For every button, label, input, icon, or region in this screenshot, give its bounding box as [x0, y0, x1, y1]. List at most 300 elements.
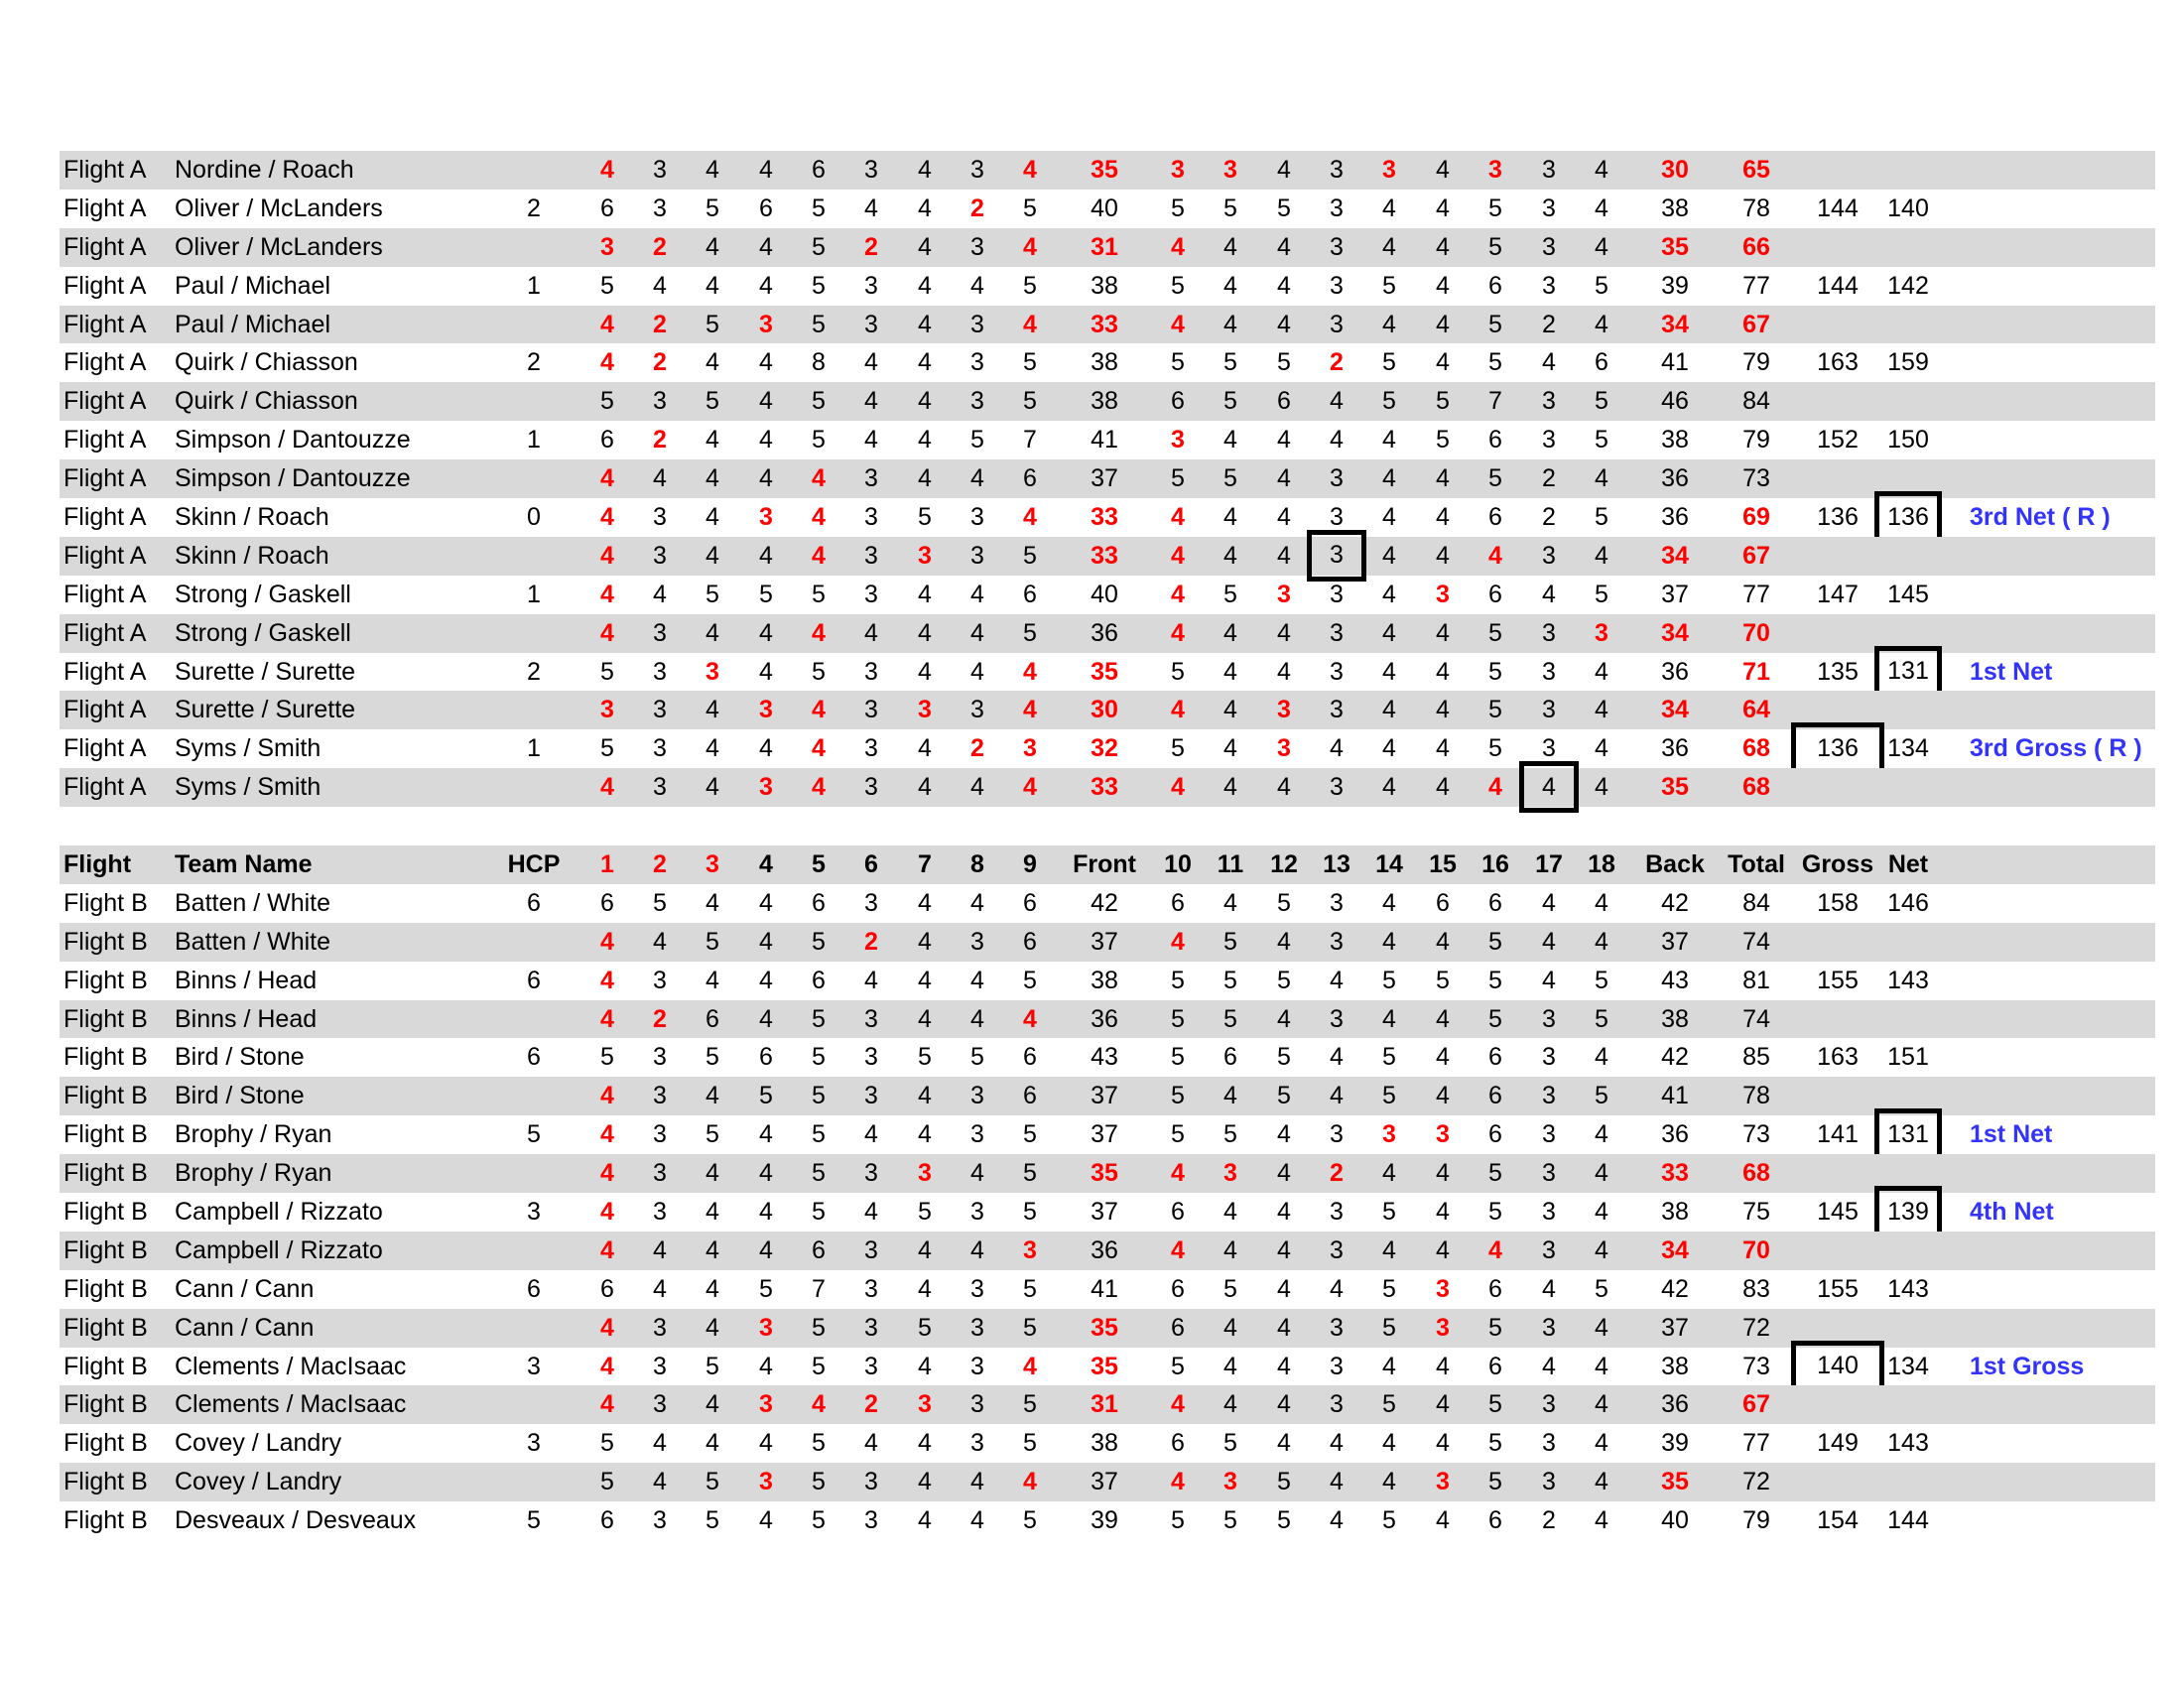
- hole-3-score: 5: [706, 1352, 719, 1380]
- hole-6-score: 2: [864, 927, 878, 956]
- hole-6-score: 4: [864, 194, 878, 222]
- round-total-cell: 67: [1742, 1390, 1770, 1419]
- hole-8-score: 3: [970, 387, 984, 416]
- hole-9-score: 5: [1023, 348, 1037, 377]
- front-total-cell: 40: [1091, 580, 1118, 608]
- hole-10-score: 4: [1171, 1390, 1185, 1419]
- round-total-cell: 84: [1742, 888, 1770, 917]
- hole-17-score: 3: [1542, 541, 1556, 570]
- flight-cell: Flight B: [64, 927, 148, 956]
- net-cell: 140: [1887, 194, 1929, 222]
- back-total-cell: 40: [1661, 1506, 1689, 1535]
- gross-cell: 152: [1817, 426, 1859, 454]
- flight-cell: Flight A: [64, 618, 147, 647]
- back-total-cell: 36: [1661, 1390, 1689, 1419]
- team-name-cell: Skinn / Roach: [175, 502, 329, 531]
- hole-11-score: 3: [1223, 155, 1237, 184]
- score-row: [60, 151, 2155, 190]
- hole-4-score: 4: [759, 1159, 773, 1188]
- hole-15-score: 4: [1436, 1506, 1450, 1535]
- team-name-cell: Covey / Landry: [175, 1429, 342, 1458]
- flight-cell: Flight A: [64, 426, 147, 454]
- back-total-cell: 34: [1661, 1235, 1689, 1264]
- hole-6-score: 3: [864, 1352, 878, 1380]
- hole-1-score: 4: [600, 348, 614, 377]
- flight-cell: Flight A: [64, 464, 147, 493]
- hole-11-score: 4: [1223, 426, 1237, 454]
- hole-7-score: 4: [918, 1352, 932, 1380]
- hole-8-score: 4: [970, 1235, 984, 1264]
- round-total-cell: 72: [1742, 1313, 1770, 1342]
- hole-4-score: 4: [759, 155, 773, 184]
- hole-7-score: 4: [918, 888, 932, 917]
- back-total-cell: 34: [1661, 541, 1689, 570]
- award-label: 3rd Net ( R ): [1970, 502, 2111, 531]
- hole-9-score: 5: [1023, 541, 1037, 570]
- hole-17-score: 2: [1542, 1506, 1556, 1535]
- hole-13-score: 3: [1330, 1352, 1344, 1380]
- hole-15-score: 3: [1436, 1274, 1450, 1303]
- hole-3-score: 4: [706, 1197, 719, 1226]
- score-row: [60, 1232, 2155, 1270]
- hole-8-score: 4: [970, 1004, 984, 1033]
- hole-8-score: 4: [970, 657, 984, 686]
- hole-17-score: 3: [1542, 426, 1556, 454]
- hole-2-score: 3: [653, 541, 667, 570]
- hole-15-score: 4: [1436, 927, 1450, 956]
- hole-4-score: 4: [759, 734, 773, 763]
- hole-17-score: 3: [1542, 618, 1556, 647]
- front-total-cell: 40: [1091, 194, 1118, 222]
- hole-2-score: 3: [653, 387, 667, 416]
- front-total-cell: 37: [1091, 1082, 1118, 1110]
- round-total-cell: 70: [1742, 618, 1770, 647]
- hole-1-score: 3: [600, 232, 614, 261]
- hole-2-score: 4: [653, 1429, 667, 1458]
- hole-4-score: 3: [759, 502, 773, 531]
- hole-9-score: 6: [1023, 580, 1037, 608]
- hole-2-score: 4: [653, 927, 667, 956]
- hole-18-score: 4: [1595, 1197, 1608, 1226]
- flight-cell: Flight A: [64, 348, 147, 377]
- round-total-cell: 85: [1742, 1043, 1770, 1072]
- score-row: [60, 498, 2155, 537]
- header-net: Net: [1887, 849, 1929, 878]
- hole-7-score: 3: [918, 696, 932, 724]
- hole-1-score: 4: [600, 618, 614, 647]
- hole-11-score: 5: [1223, 580, 1237, 608]
- hole-9-score: 6: [1023, 1043, 1037, 1072]
- header-hole-15: 15: [1429, 849, 1457, 878]
- hole-8-score: 3: [970, 1313, 984, 1342]
- award-label: 4th Net: [1970, 1197, 2054, 1226]
- net-cell: 151: [1887, 1043, 1929, 1072]
- hole-11-score: 4: [1223, 888, 1237, 917]
- hole-6-score: 3: [864, 541, 878, 570]
- hole-7-score: 4: [918, 1274, 932, 1303]
- hole-8-score: 4: [970, 966, 984, 994]
- hole-12-score: 5: [1277, 966, 1291, 994]
- hole-11-score: 4: [1223, 773, 1237, 802]
- score-row: [60, 653, 2155, 692]
- round-total-cell: 81: [1742, 966, 1770, 994]
- hole-7-score: 4: [918, 734, 932, 763]
- hole-14-score: 4: [1382, 657, 1396, 686]
- hole-14-score: 5: [1382, 1390, 1396, 1419]
- hole-12-score: 5: [1277, 1468, 1291, 1496]
- net-cell: 131: [1878, 650, 1938, 694]
- front-total-cell: 41: [1091, 1274, 1118, 1303]
- hole-6-score: 3: [864, 1506, 878, 1535]
- hole-10-score: 4: [1171, 502, 1185, 531]
- front-total-cell: 30: [1091, 696, 1118, 724]
- hole-4-score: 5: [759, 580, 773, 608]
- hole-14-score: 5: [1382, 348, 1396, 377]
- team-name-cell: Paul / Michael: [175, 271, 331, 300]
- hole-18-score: 4: [1595, 1429, 1608, 1458]
- hole-4-score: 4: [759, 1120, 773, 1149]
- hole-1-score: 4: [600, 966, 614, 994]
- flight-cell: Flight B: [64, 1197, 148, 1226]
- hole-14-score: 3: [1382, 1120, 1396, 1149]
- score-row: [60, 1348, 2155, 1386]
- hole-15-score: 5: [1436, 966, 1450, 994]
- gross-cell: 144: [1817, 271, 1859, 300]
- header-hole-11: 11: [1217, 849, 1244, 878]
- hole-17-score: 3: [1542, 1043, 1556, 1072]
- hole-17-score: 3: [1542, 1468, 1556, 1496]
- hole-15-score: 4: [1436, 1235, 1450, 1264]
- hcp-cell: 2: [527, 657, 541, 686]
- team-name-cell: Desveaux / Desveaux: [175, 1506, 417, 1535]
- hole-17-score: 3: [1542, 1429, 1556, 1458]
- net-cell: 139: [1878, 1190, 1938, 1233]
- hole-1-score: 5: [600, 657, 614, 686]
- hole-12-score: 4: [1277, 464, 1291, 493]
- hole-18-score: 4: [1595, 310, 1608, 338]
- hole-5-score: 4: [812, 464, 826, 493]
- score-row: [60, 1154, 2155, 1193]
- hole-18-score: 5: [1595, 1274, 1608, 1303]
- hole-5-score: 6: [812, 888, 826, 917]
- score-row: [60, 729, 2155, 768]
- hole-15-score: 4: [1436, 464, 1450, 493]
- hole-14-score: 4: [1382, 541, 1396, 570]
- hole-4-score: 3: [759, 696, 773, 724]
- hcp-cell: 0: [527, 502, 541, 531]
- hole-8-score: 2: [970, 194, 984, 222]
- flight-cell: Flight A: [64, 387, 147, 416]
- flight-cell: Flight B: [64, 1313, 148, 1342]
- hole-10-score: 4: [1171, 1159, 1185, 1188]
- hole-13-score: 3: [1330, 773, 1344, 802]
- hole-12-score: 4: [1277, 310, 1291, 338]
- hole-9-score: 5: [1023, 1197, 1037, 1226]
- hole-8-score: 4: [970, 773, 984, 802]
- hole-16-score: 5: [1488, 1004, 1502, 1033]
- hole-10-score: 6: [1171, 1274, 1185, 1303]
- net-cell: 131: [1878, 1112, 1938, 1156]
- header-total: Total: [1728, 849, 1785, 878]
- hole-15-score: 4: [1436, 348, 1450, 377]
- hole-8-score: 3: [970, 232, 984, 261]
- hole-6-score: 4: [864, 966, 878, 994]
- hole-17-score: 3: [1542, 696, 1556, 724]
- team-name-cell: Cann / Cann: [175, 1313, 315, 1342]
- hole-13-score: 3: [1330, 927, 1344, 956]
- flight-cell: Flight A: [64, 541, 147, 570]
- hole-18-score: 5: [1595, 966, 1608, 994]
- hole-13-score: 3: [1330, 888, 1344, 917]
- hole-10-score: 5: [1171, 1043, 1185, 1072]
- hole-11-score: 4: [1223, 1313, 1237, 1342]
- round-total-cell: 79: [1742, 1506, 1770, 1535]
- hole-5-score: 5: [812, 271, 826, 300]
- hole-15-score: 6: [1436, 888, 1450, 917]
- round-total-cell: 67: [1742, 541, 1770, 570]
- hole-4-score: 4: [759, 927, 773, 956]
- hole-13-score: 3: [1330, 464, 1344, 493]
- hole-12-score: 5: [1277, 1082, 1291, 1110]
- hole-1-score: 4: [600, 1197, 614, 1226]
- score-row: [60, 1000, 2155, 1039]
- hole-13-score: 4: [1330, 966, 1344, 994]
- hole-1-score: 4: [600, 1120, 614, 1149]
- flight-cell: Flight B: [64, 1506, 148, 1535]
- hole-1-score: 4: [600, 502, 614, 531]
- hole-11-score: 5: [1223, 348, 1237, 377]
- hole-4-score: 4: [759, 657, 773, 686]
- hole-13-score: 4: [1330, 1506, 1344, 1535]
- hole-5-score: 4: [812, 618, 826, 647]
- hole-17-score: 3: [1542, 271, 1556, 300]
- hole-6-score: 3: [864, 1274, 878, 1303]
- back-total-cell: 39: [1661, 271, 1689, 300]
- hole-8-score: 5: [970, 1043, 984, 1072]
- hole-2-score: 4: [653, 1468, 667, 1496]
- hole-6-score: 3: [864, 155, 878, 184]
- hcp-cell: 2: [527, 194, 541, 222]
- hole-11-score: 4: [1223, 1352, 1237, 1380]
- score-row: [60, 1077, 2155, 1115]
- hole-2-score: 4: [653, 580, 667, 608]
- hole-8-score: 3: [970, 1197, 984, 1226]
- header-hole-16: 16: [1481, 849, 1509, 878]
- gross-cell: 158: [1817, 888, 1859, 917]
- header-hole-14: 14: [1375, 849, 1403, 878]
- hole-1-score: 4: [600, 464, 614, 493]
- hole-14-score: 5: [1382, 1313, 1396, 1342]
- hole-12-score: 5: [1277, 1506, 1291, 1535]
- hole-3-score: 5: [706, 1506, 719, 1535]
- hole-16-score: 6: [1488, 271, 1502, 300]
- hcp-cell: 6: [527, 1274, 541, 1303]
- hole-16-score: 6: [1488, 426, 1502, 454]
- header-hole-12: 12: [1270, 849, 1298, 878]
- front-total-cell: 42: [1091, 888, 1118, 917]
- hole-5-score: 5: [812, 1043, 826, 1072]
- hole-5-score: 5: [812, 1082, 826, 1110]
- header-hole-9: 9: [1023, 849, 1037, 878]
- flight-cell: Flight B: [64, 1390, 148, 1419]
- hole-16-score: 7: [1488, 387, 1502, 416]
- hole-3-score: 5: [706, 1468, 719, 1496]
- net-cell: 150: [1887, 426, 1929, 454]
- hole-8-score: 4: [970, 1506, 984, 1535]
- team-name-cell: Strong / Gaskell: [175, 580, 351, 608]
- header-hole-1: 1: [600, 849, 614, 878]
- hole-6-score: 2: [864, 1390, 878, 1419]
- hole-13-score: 3: [1330, 1004, 1344, 1033]
- team-name-cell: Brophy / Ryan: [175, 1159, 332, 1188]
- hole-15-score: 4: [1436, 194, 1450, 222]
- hole-14-score: 5: [1382, 1043, 1396, 1072]
- hole-18-score: 6: [1595, 348, 1608, 377]
- front-total-cell: 38: [1091, 1429, 1118, 1458]
- hole-9-score: 5: [1023, 1120, 1037, 1149]
- hole-8-score: 5: [970, 426, 984, 454]
- round-total-cell: 73: [1742, 1352, 1770, 1380]
- score-row: [60, 537, 2155, 576]
- hole-6-score: 3: [864, 888, 878, 917]
- hole-16-score: 5: [1488, 966, 1502, 994]
- header-hole-2: 2: [653, 849, 667, 878]
- hole-5-score: 5: [812, 1506, 826, 1535]
- hole-3-score: 5: [706, 927, 719, 956]
- hole-17-score: 2: [1542, 464, 1556, 493]
- hole-3-score: 4: [706, 1235, 719, 1264]
- hole-16-score: 5: [1488, 927, 1502, 956]
- hole-5-score: 5: [812, 1197, 826, 1226]
- hole-8-score: 3: [970, 696, 984, 724]
- hole-18-score: 5: [1595, 580, 1608, 608]
- hole-1-score: 4: [600, 927, 614, 956]
- hole-13-score: 2: [1330, 348, 1344, 377]
- hole-8-score: 3: [970, 1352, 984, 1380]
- hole-7-score: 5: [918, 1197, 932, 1226]
- hole-11-score: 4: [1223, 618, 1237, 647]
- hole-4-score: 4: [759, 232, 773, 261]
- team-name-cell: Simpson / Dantouzze: [175, 426, 411, 454]
- front-total-cell: 38: [1091, 966, 1118, 994]
- hole-14-score: 4: [1382, 310, 1396, 338]
- score-row: [60, 1309, 2155, 1348]
- round-total-cell: 77: [1742, 271, 1770, 300]
- team-name-cell: Syms / Smith: [175, 734, 321, 763]
- hole-12-score: 4: [1277, 232, 1291, 261]
- hole-11-score: 4: [1223, 657, 1237, 686]
- round-total-cell: 78: [1742, 1082, 1770, 1110]
- hole-17-score: 2: [1542, 310, 1556, 338]
- hole-11-score: 5: [1223, 1506, 1237, 1535]
- hole-12-score: 4: [1277, 1429, 1291, 1458]
- score-row: [60, 421, 2155, 459]
- hole-3-score: 5: [706, 1043, 719, 1072]
- hole-10-score: 3: [1171, 426, 1185, 454]
- hole-4-score: 4: [759, 618, 773, 647]
- hole-7-score: 4: [918, 657, 932, 686]
- hole-18-score: 4: [1595, 1506, 1608, 1535]
- hole-5-score: 5: [812, 580, 826, 608]
- hole-9-score: 5: [1023, 194, 1037, 222]
- hole-16-score: 5: [1488, 1313, 1502, 1342]
- front-total-cell: 41: [1091, 426, 1118, 454]
- hole-7-score: 4: [918, 232, 932, 261]
- hole-11-score: 4: [1223, 502, 1237, 531]
- hole-11-score: 5: [1223, 1429, 1237, 1458]
- team-name-cell: Simpson / Dantouzze: [175, 464, 411, 493]
- hole-4-score: 4: [759, 541, 773, 570]
- hole-12-score: 4: [1277, 541, 1291, 570]
- team-name-cell: Campbell / Rizzato: [175, 1235, 383, 1264]
- hole-16-score: 5: [1488, 1390, 1502, 1419]
- front-total-cell: 38: [1091, 348, 1118, 377]
- hole-7-score: 4: [918, 618, 932, 647]
- hole-7-score: 4: [918, 1004, 932, 1033]
- hole-15-score: 4: [1436, 310, 1450, 338]
- hole-5-score: 6: [812, 155, 826, 184]
- hole-4-score: 5: [759, 1082, 773, 1110]
- hole-1-score: 4: [600, 580, 614, 608]
- front-total-cell: 33: [1091, 310, 1118, 338]
- hole-4-score: 4: [759, 1235, 773, 1264]
- hole-9-score: 5: [1023, 1429, 1037, 1458]
- score-row: [60, 614, 2155, 653]
- hole-4-score: 3: [759, 1313, 773, 1342]
- round-total-cell: 79: [1742, 348, 1770, 377]
- score-row: [60, 1501, 2155, 1540]
- hole-11-score: 5: [1223, 966, 1237, 994]
- hole-1-score: 5: [600, 387, 614, 416]
- hole-13-score: 3: [1330, 618, 1344, 647]
- hole-4-score: 6: [759, 194, 773, 222]
- hole-11-score: 4: [1223, 541, 1237, 570]
- hole-9-score: 5: [1023, 271, 1037, 300]
- hole-1-score: 4: [600, 1313, 614, 1342]
- hole-15-score: 4: [1436, 618, 1450, 647]
- hole-10-score: 6: [1171, 1197, 1185, 1226]
- header-hole-13: 13: [1323, 849, 1350, 878]
- hole-12-score: 4: [1277, 1159, 1291, 1188]
- hole-1-score: 4: [600, 1159, 614, 1188]
- score-row: [60, 1270, 2155, 1309]
- hole-15-score: 4: [1436, 541, 1450, 570]
- gross-cell: 155: [1817, 966, 1859, 994]
- hole-16-score: 5: [1488, 1197, 1502, 1226]
- hcp-cell: 1: [527, 580, 541, 608]
- team-name-cell: Oliver / McLanders: [175, 194, 383, 222]
- hole-16-score: 6: [1488, 1274, 1502, 1303]
- hole-3-score: 4: [706, 541, 719, 570]
- hole-15-score: 4: [1436, 1082, 1450, 1110]
- hole-13-score: 3: [1330, 657, 1344, 686]
- flight-cell: Flight B: [64, 966, 148, 994]
- hole-9-score: 3: [1023, 1235, 1037, 1264]
- hole-18-score: 4: [1595, 1043, 1608, 1072]
- hole-3-score: 4: [706, 773, 719, 802]
- hole-17-score: 3: [1542, 1120, 1556, 1149]
- net-cell: 146: [1887, 888, 1929, 917]
- header-row: [60, 845, 2155, 884]
- hole-1-score: 4: [600, 541, 614, 570]
- hole-7-score: 4: [918, 271, 932, 300]
- hole-5-score: 5: [812, 387, 826, 416]
- hole-14-score: 4: [1382, 1004, 1396, 1033]
- hole-16-score: 5: [1488, 464, 1502, 493]
- hole-5-score: 5: [812, 1004, 826, 1033]
- hole-5-score: 5: [812, 426, 826, 454]
- header-team-name: Team Name: [175, 849, 313, 878]
